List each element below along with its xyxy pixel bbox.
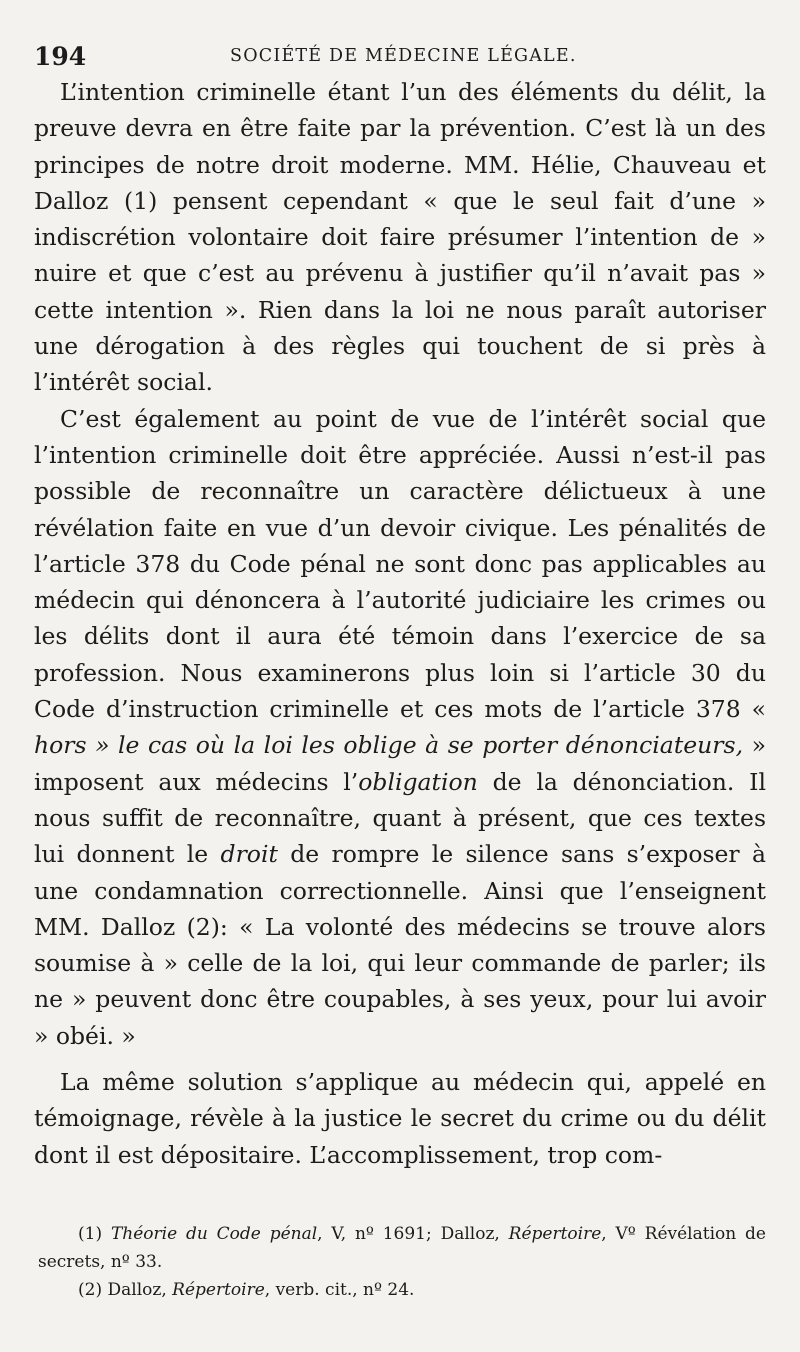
body-text (34, 74, 766, 1173)
footnote-2-italic-title: Répertoire (172, 1280, 265, 1300)
footnote-2-marker: (2) (78, 1280, 103, 1300)
page-header (34, 30, 766, 74)
running-head: SOCIÉTÉ DE MÉDECINE LÉGALE. (230, 46, 577, 66)
footnote-2-end: , verb. cit., nº 24. (264, 1280, 415, 1300)
footnote-1-middle: , V, nº 1691; Dalloz, (317, 1224, 509, 1244)
paragraph-2-part-1: C’est également au point de vue de l’intérêt social que l’intention criminelle doit être appréciée. Aussi n’est-il pas possible de reconnaître un caractère délictueux à une révélation faite en vue d’un devoir civique. Les pénalités de l’article 378 du Code pénal ne sont donc pas applicables au médecin qui dénoncera à l’autorité judiciaire les crimes ou les délits dont il aura été témoin dans l’exercice de sa profession. Nous examinerons plus loin si l’article 30 du Code d’instruction criminelle et ces mots de l’article 378 « (34, 404, 766, 724)
footnote-1-marker: (1) (78, 1224, 103, 1244)
paragraph-2-part-4: de rompre le silence sans s’exposer à une condamnation correctionnelle. Ainsi que l’enseignent MM. Dalloz (2): « La volonté des médecins se trouve alors soumise à » celle de la loi, qui leur commande de parler; ils ne » peuvent donc être coupables, à ses yeux, pour lui avoir » obéi. » (34, 840, 766, 1050)
paragraph-2-part-2: » imposent aux médecins l’ (34, 731, 766, 796)
footnote-1 (38, 1220, 766, 1276)
footnote-1-end: , Vº Révélation de secrets, nº 33. (38, 1224, 766, 1272)
paragraph-1: L’intention criminelle étant l’un des éléments du délit, la preuve devra en être faite par la prévention. C’est là un des principes de notre droit moderne. MM. Hélie, Chauveau et Dalloz (1) pensent cependant « que le seul fait d’une » indiscrétion volontaire doit faire présumer l’intention de » nuire et que c’est au prévenu à justifier qu’il n’avait pas » cette intention ». Rien dans la loi ne nous paraît autoriser une dérogation à des règles qui touchent de si près à l’intérêt social. (34, 78, 766, 397)
paragraph-2-italic-obligation: obligation (358, 767, 478, 796)
paragraph-2 (34, 401, 766, 1054)
page-number: 194 (34, 42, 87, 71)
paragraph-3: La même solution s’applique au médecin qui, appelé en témoignage, révèle à la justice le secret du crime ou du délit dont il est dépositaire. L’accomplissement, trop com- (34, 1068, 766, 1169)
footnotes (38, 1220, 766, 1304)
footnote-2 (38, 1276, 766, 1304)
footnote-1-italic-title-2: Répertoire (508, 1224, 602, 1244)
paragraph-2-part-3: de la dénonciation. Il nous suffit de reconnaître, quant à présent, que ces textes lui donnent le (34, 767, 766, 869)
book-page (34, 30, 766, 1173)
paragraph-2-italic-quote: hors » le cas où la loi les oblige à se porter dénonciateurs, (34, 731, 744, 760)
footnote-1-italic-title: Théorie du Code pénal (110, 1224, 318, 1244)
paragraph-2-italic-droit: droit (220, 840, 278, 869)
footnote-2-lead: Dalloz, (107, 1280, 173, 1300)
